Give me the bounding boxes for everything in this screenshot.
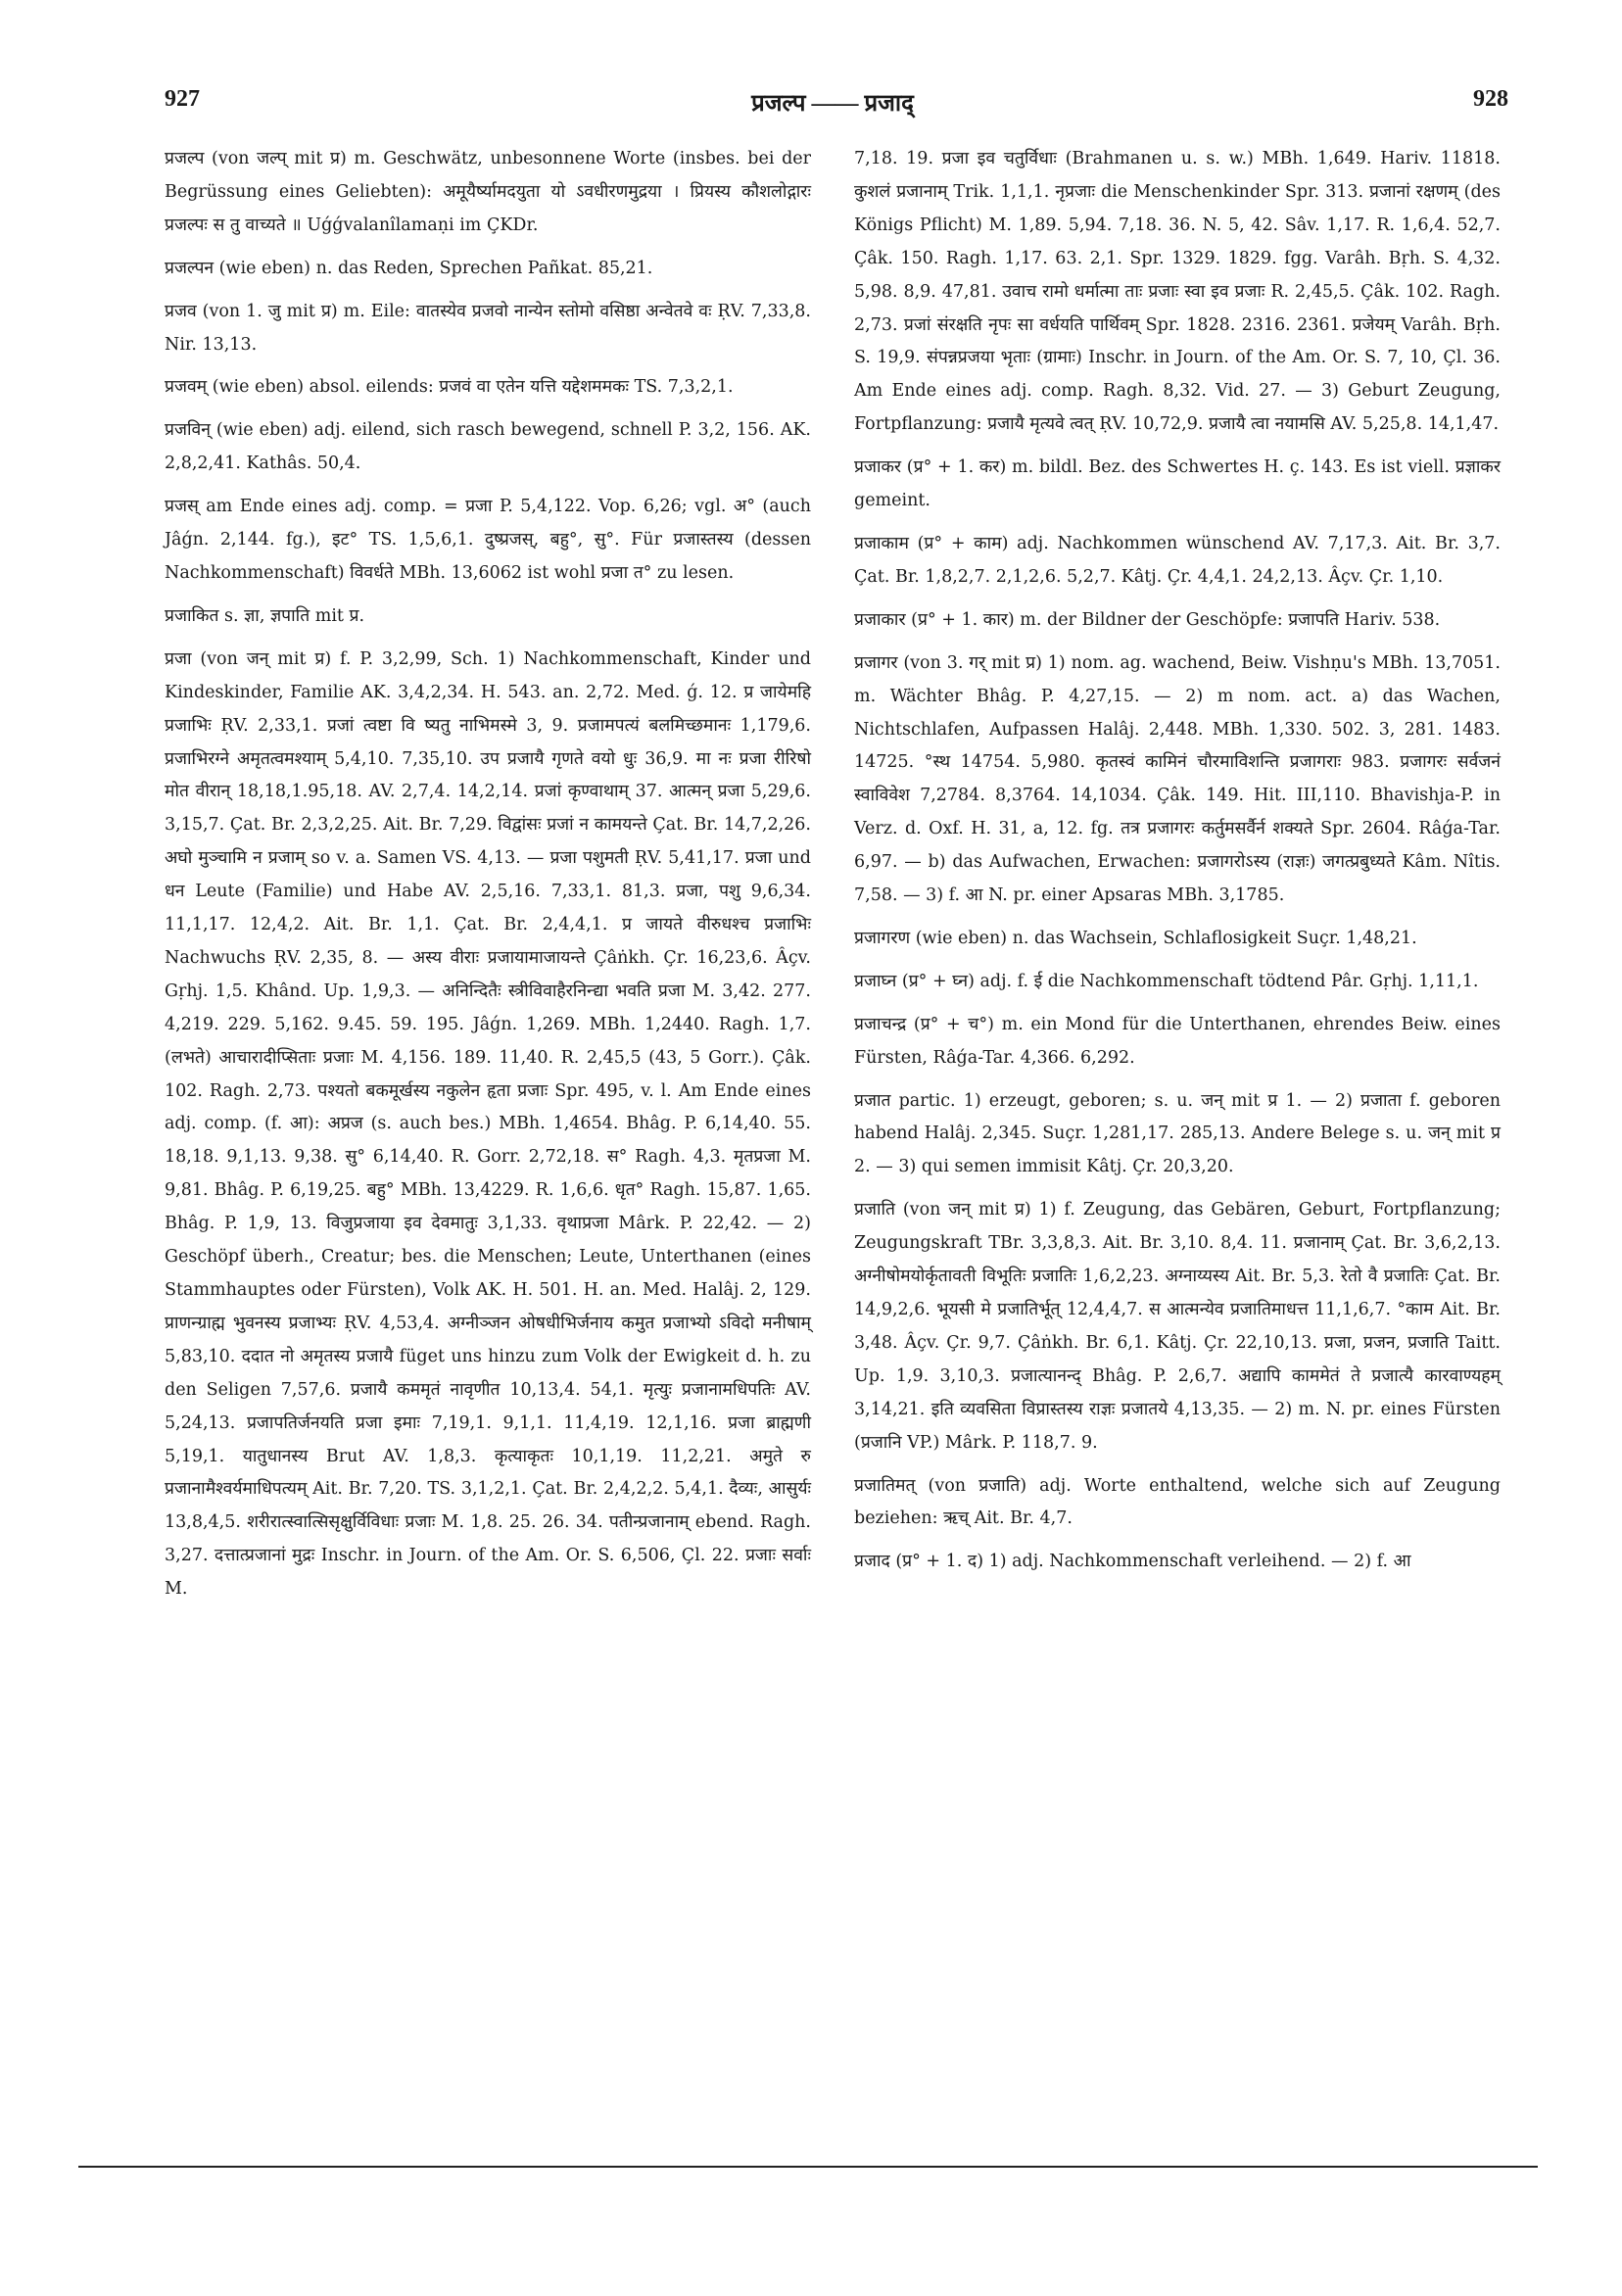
page-header xyxy=(157,86,1508,125)
entry-prajakita: प्रजाकित s. ज्ञा, ज्ञपाति mit प्र. xyxy=(165,605,365,626)
bottom-rule xyxy=(78,2166,1538,2168)
entry-prajatimat: प्रजातिमत् (von प्रजाति) adj. Worte enthaltend, welche sich auf Zeugung beziehen: ऋच् Ait. Br. 4,7. xyxy=(854,1475,1501,1529)
entry-prajacandra: प्रजाचन्द्र (प्र° + च°) m. ein Mond für die Unterthanen, ehrendes Beiw. eines Fürsten, Râǵa-Tar. 4,366. 6,292. xyxy=(854,1014,1501,1068)
entry-prajakara: प्रजाकर (प्र° + 1. कर) m. bildl. Bez. des Schwertes H. ç. 143. Es ist viell. प्रज्ञाकर gemeint. xyxy=(854,457,1501,511)
entry-prajaghna: प्रजाघ्न (प्र° + घ्न) adj. f. ई die Nachkommenschaft tödtend Pâr. Gṛhj. 1,11,1. xyxy=(854,971,1479,991)
right-column xyxy=(854,143,1501,1589)
entry-praja-continued: 7,18. 19. प्रजा इव चतुर्विधाः (Brahmanen u. s. w.) MBh. 1,649. Hariv. 11818. कुशलं प्रजानाम् Trik. 1,1,1. नृप्रजाः die Menschenkinder Spr. 313. प्रजानां रक्षणम् (des Königs Pflicht) M. 1,89. 5,94. 7,18. 36. N. 5, 42. Sâv. 1,17. R. 1,6,4. 52,7. Çâk. 150. Ragh. 1,17. 63. 2,1. Spr. 1329. 1829. fgg. Varâh. Bṛh. S. 4,32. 5,98. 8,9. 47,81. उवाच रामो धर्मात्मा ताः प्रजाः स्वा इव प्रजाः R. 2,45,5. Çâk. 102. Ragh. 2,73. प्रजां संरक्षति नृपः सा वर्धयति पार्थिवम् Spr. 1828. 2316. 2361. प्रजेयम् Varâh. Bṛh. S. 19,9. संपन्नप्रजया भृताः (ग्रामाः) Inschr. in Journ. of the Am. Or. S. 7, 10, Çl. 36. Am Ende eines adj. comp. Ragh. 8,32. Vid. 27. — 3) Geburt Zeugung, Fortpflanzung: प्रजायै मृत्यवे त्वत् ṚV. 10,72,9. प्रजायै त्वा नयामसि AV. 5,25,8. 14,1,47. xyxy=(854,149,1501,435)
page-number-right: 928 xyxy=(1473,86,1508,112)
entry-prajakama: प्रजाकाम (प्र° + काम) adj. Nachkommen wünschend AV. 7,17,3. Ait. Br. 3,7. Çat. Br. 1,8,2,7. 2,1,2,6. 5,2,7. Kâtj. Çr. 4,4,1. 24,2,13. Âçv. Çr. 1,10. xyxy=(854,533,1501,587)
entry-prajada: प्रजाद (प्र° + 1. द) 1) adj. Nachkommenschaft verleihend. — 2) f. आ xyxy=(854,1552,1411,1572)
entry-prajata: प्रजात partic. 1) erzeugt, geboren; s. u. जन् mit प्र 1. — 2) प्रजाता f. geboren habend Halâj. 2,345. Suçr. 1,281,17. 285,13. Andere Belege s. u. जन् mit प्र 2. — 3) qui semen immisit Kâtj. Çr. 20,3,20. xyxy=(854,1090,1501,1177)
entry-prajava: प्रजव (von 1. जु mit प्र) m. Eile: वातस्येव प्रजवो नान्येन स्तोमो वसिष्ठा अन्वेतवे वः ṚV. 7,33,8. Nir. 13,13. xyxy=(165,301,811,355)
left-column xyxy=(165,143,811,1616)
entry-prajagarana: प्रजागरण (wie eben) n. das Wachsein, Schlaflosigkeit Suçr. 1,48,21. xyxy=(854,928,1417,948)
entry-prajati: प्रजाति (von जन् mit प्र) 1) f. Zeugung, das Gebären, Geburt, Fortpflanzung; Zeugungskraft TBr. 3,3,8,3. Ait. Br. 3,10. 8,4. 11. प्रजानाम् Çat. Br. 3,6,2,13. अग्नीषोमयोर्कृतावती विभूतिः प्रजातिः 1,6,2,23. अग्नाय्यस्य Ait. Br. 5,3. रेतो वै प्रजातिः Çat. Br. 14,9,2,6. भूयसी मे प्रजातिर्भूत् 12,4,4,7. स आत्मन्येव प्रजातिमाधत्त 11,1,6,7. °काम Ait. Br. 3,48. Âçv. Çr. 9,7. Çâṅkh. Br. 6,1. Kâtj. Çr. 22,10,13. प्रजा, प्रजन, प्रजाति Taitt. Up. 1,9. 3,10,3. प्रजात्यानन्द् Bhâg. P. 2,6,7. अद्यापि काममेतं ते प्रजात्यै कारवाण्यहम् 3,14,21. इति व्यवसिता विप्रास्तस्य राज्ञः प्रजातये 4,13,35. — 2) m. N. pr. eines Fürsten (प्रजानि VP.) Mârk. P. 118,7. 9. xyxy=(854,1200,1501,1453)
entry-prajas: प्रजस् am Ende eines adj. comp. = प्रजा P. 5,4,122. Vop. 6,26; vgl. अ° (auch Jâǵn. 2,144. fg.), इट° TS. 1,5,6,1. दुष्प्रजस्, बहु°, सु°. Für प्रजास्तस्य (dessen Nachkommenschaft) विवर्धते MBh. 13,6062 ist wohl प्रजा त° zu lesen. xyxy=(165,497,811,583)
entry-prajavin: प्रजविन् (wie eben) adj. eilend, sich rasch bewegend, schnell P. 3,2, 156. AK. 2,8,2,41. Kathâs. 50,4. xyxy=(165,420,811,474)
entry-prajalpa: प्रजल्प (von जल्प् mit प्र) m. Geschwätz, unbesonnene Worte (insbes. bei der Begrüssung eines Geliebten): अमूयैर्ष्यामदयुता यो ऽवधीरणमुद्रया । प्रियस्य कौशलोद्गारः प्रजल्पः स तु वाच्यते ॥ Uǵǵvalanîlamaṇi im ÇKDr. xyxy=(165,149,811,235)
page-number-left: 927 xyxy=(165,86,200,112)
entry-prajakara-2: प्रजाकार (प्र° + 1. कार) m. der Bildner der Geschöpfe: प्रजापति Hariv. 538. xyxy=(854,609,1441,630)
entry-prajalpana: प्रजल्पन (wie eben) n. das Reden, Sprechen Pañkat. 85,21. xyxy=(165,258,653,278)
entry-prajagara: प्रजागर (von 3. गर् mit प्र) 1) nom. ag. wachend, Beiw. Vishṇu's MBh. 13,7051. m. Wächter Bhâg. P. 4,27,15. — 2) m nom. act. a) das Wachen, Nichtschlafen, Aufpassen Halâj. 2,448. MBh. 1,330. 502. 3, 281. 1483. 14725. °स्थ 14754. 5,980. कृतस्वं कामिनं चौरमाविशन्ति प्रजागराः 983. प्रजागरः सर्वजनं स्वाविवेश 7,2784. 8,3764. 14,1034. Çâk. 149. Hit. III,110. Bhavishja-P. in Verz. d. Oxf. H. 31, a, 12. fg. तत्र प्रजागरः कर्तुमसर्वैर्न शक्यते Spr. 2604. Râǵa-Tar. 6,97. — b) das Aufwachen, Erwachen: प्रजागरोऽस्य (राज्ञः) जगत्प्रबुध्यते Kâm. Nîtis. 7,58. — 3) f. आ N. pr. einer Apsaras MBh. 3,1785. xyxy=(854,652,1501,906)
entry-praja: प्रजा (von जन् mit प्र) f. P. 3,2,99, Sch. 1) Nachkommenschaft, Kinder und Kindeskinder, Familie AK. 3,4,2,34. H. 543. an. 2,72. Med. ǵ. 12. प्र जायेमहि प्रजाभिः ṚV. 2,33,1. प्रजां त्वष्टा वि ष्यतु नाभिमस्मे 3, 9. प्रजामपत्यं बलमिच्छमानः 1,179,6. प्रजाभिरग्ने अमृतत्वमश्याम् 5,4,10. 7,35,10. उप प्रजायै गृणते वयो धुः 36,9. मा नः प्रजा रीरिषो मोत वीरान् 18,18,1.95,18. AV. 2,7,4. 14,2,14. प्रजां कृण्वाथाम् 37. आत्मन् प्रजा 5,29,6. 3,15,7. Çat. Br. 2,3,2,25. Ait. Br. 7,29. विद्वांसः प्रजां न कामयन्ते Çat. Br. 14,7,2,26. अघो मुञ्चामि न प्रजाम् so v. a. Samen VS. 4,13. — प्रजा पशुमती ṚV. 5,41,17. प्रजा und धन Leute (Familie) und Habe AV. 2,5,16. 7,33,1. 81,3. प्रजा, पशु 9,6,34. 11,1,17. 12,4,2. Ait. Br. 1,1. Çat. Br. 2,4,4,1. प्र जायते वीरुधश्च प्रजाभिः Nachwuchs ṚV. 2,35, 8. — अस्य वीराः प्रजायामाजायन्ते Çâṅkh. Çr. 16,23,6. Âçv. Gṛhj. 1,5. Khând. Up. 1,9,3. — अनिन्दितैः स्त्रीविवाहैरनिन्द्या भवति प्रजा M. 3,42. 277. 4,219. 229. 5,162. 9.45. 59. 195. Jâǵn. 1,269. MBh. 1,2440. Ragh. 1,7. (लभते) आचारादीप्सिताः प्रजाः M. 4,156. 189. 11,40. R. 2,45,5 (43, 5 Gorr.). Çâk. 102. Ragh. 2,73. पश्यतो बकमूर्खस्य नकुलेन हृता प्रजाः Spr. 495, v. l. Am Ende eines adj. comp. (f. आ): अप्रज (s. auch bes.) MBh. 1,4654. Bhâg. P. 6,14,40. 55. 18,18. 9,1,13. 9,38. सु° 6,14,40. R. Gorr. 2,72,18. स° Ragh. 4,3. मृतप्रजा M. 9,81. Bhâg. P. 6,19,25. बहु° MBh. 13,4229. R. 1,6,6. धृत° Ragh. 15,87. 1,65. Bhâg. P. 1,9, 13. विजुप्रजाया इव देवमातुः 3,1,33. वृथाप्रजा Mârk. P. 22,42. — 2) Geschöpf überh., Creatur; bes. die Menschen; Leute, Unterthanen (eines Stammhauptes oder Fürsten), Volk AK. H. 501. H. an. Med. Halâj. 2, 129. प्राणन्ग्राह्म भुवनस्य प्रजाभ्यः ṚV. 4,53,4. अग्नीञ्जन ओषधीभिर्जनाय कमुत प्रजाभ्यो ऽविदो मनीषाम् 5,83,10. ददात नो अमृतस्य प्रजायै füget uns hinzu zum Volk der Ewigkeit d. h. zu den Seligen 7,57,6. प्रजायै कममृतं नावृणीत 10,13,4. 54,1. मृत्युः प्रजानामधिपतिः AV. 5,24,13. प्रजापतिर्जनयति प्रजा इमाः 7,19,1. 9,1,1. 11,4,19. 12,1,16. प्रजा ब्राह्मणी 5,19,1. यातुधानस्य Brut AV. 1,8,3. कृत्याकृतः 10,1,19. 11,2,21. अमुते रु प्रजानामैश्वर्यमाधिपत्यम् Ait. Br. 7,20. TS. 3,1,2,1. Çat. Br. 2,4,2,2. 5,4,1. दैव्यः, आसुर्यः 13,8,4,5. शरीरात्स्वात्सिसृक्षुर्विविधाः प्रजाः M. 1,8. 25. 26. 34. पतीन्प्रजानाम् ebend. Ragh. 3,27. दत्तात्प्रजानां मुद्रः Inschr. in Journ. of the Am. Or. S. 6,506, Çl. 22. प्रजाः सर्वाः M. xyxy=(165,648,811,1600)
running-head: प्रजल्प —— प्रजाद् xyxy=(751,91,914,117)
entry-prajavam: प्रजवम् (wie eben) absol. eilends: प्रजवं वा एतेन यत्ति यद्देशममकः TS. 7,3,2,1. xyxy=(165,377,734,398)
